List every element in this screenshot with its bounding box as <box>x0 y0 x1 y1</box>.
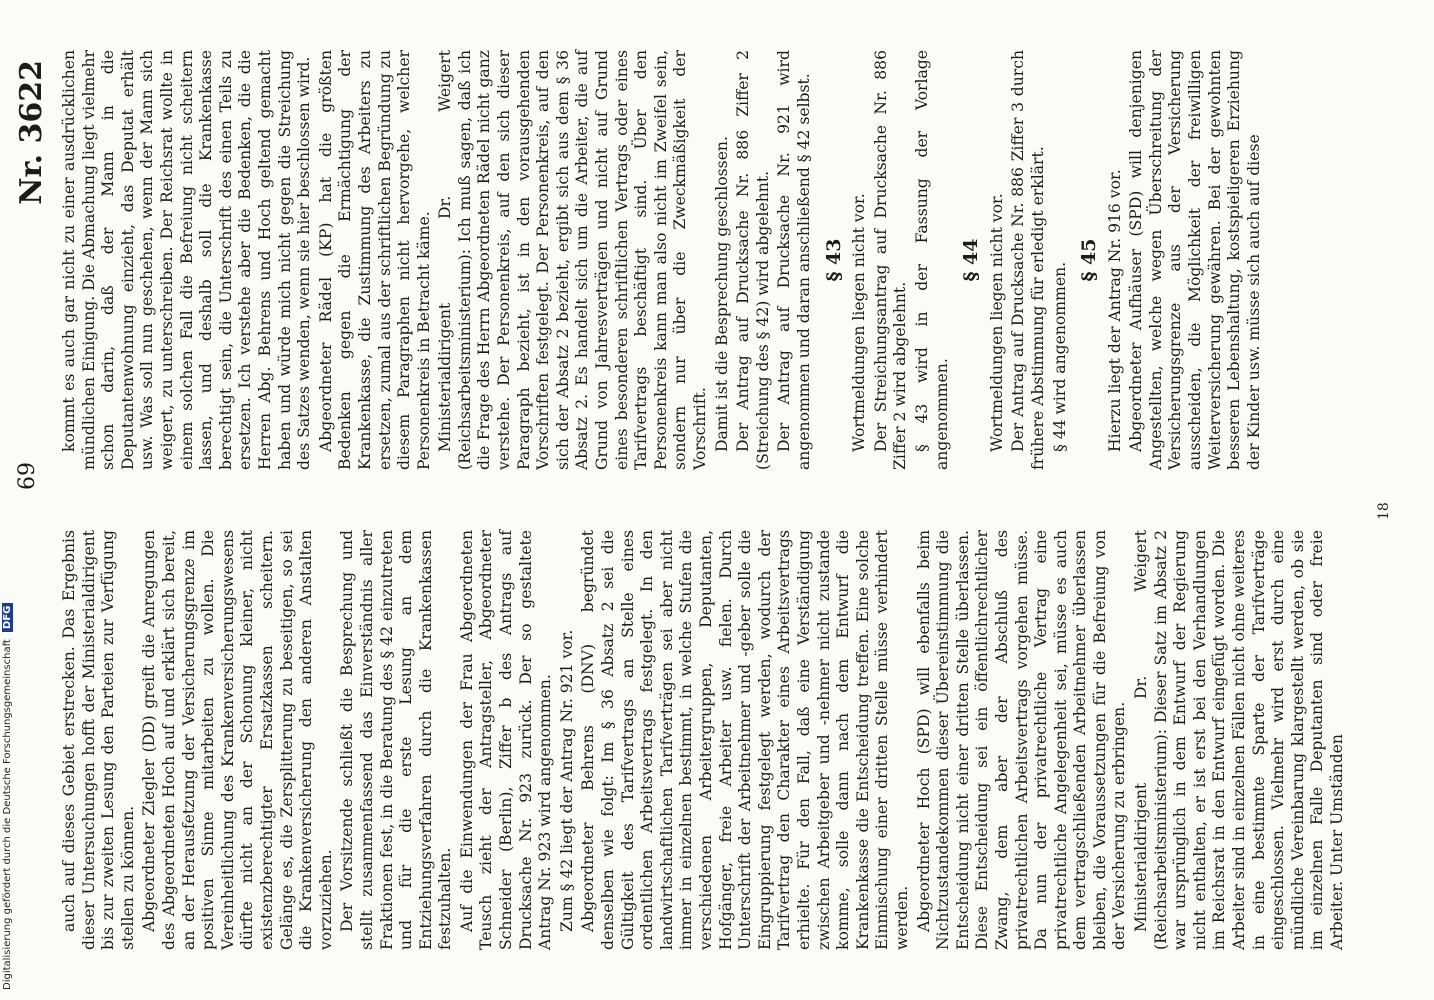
section-heading: § 43 <box>822 238 845 282</box>
right-column <box>60 50 1266 470</box>
paragraph: Der Streichungsantrag auf Drucksache Nr. 886 Ziffer 2 wird abgelehnt. <box>871 50 910 470</box>
paragraph: Zum § 42 liegt der Antrag Nr. 921 vor. <box>557 629 576 932</box>
digitization-credit <box>0 0 22 1000</box>
paragraph: Der Antrag auf Drucksache Nr. 886 Ziffer 3 durch frühere Abstimmung für erledigt erklärt. <box>1009 50 1047 470</box>
paragraph: § 44 wird angenommen. <box>1050 261 1069 452</box>
paragraph: Der Vorsitzende schließt die Besprechung und stellt zusammenfassend das Einverständnis aller Fraktionen fest, in die Beratung des § 42 einzutreten und für die erste Lesung an dem Entziehungsverfahren durch die Krankenkassen festzuhalten. <box>338 530 455 950</box>
paragraph: Auf die Einwendungen der Frau Abgeordneten Teusch zieht der Antragsteller, Abgeordneter Schneider (Berlin), Ziffer b des Antrags auf Drucksache Nr. 923 zurück. Der so gestaltete Antrag Nr. 923 wird angenommen. <box>457 530 555 950</box>
paragraph: Wortmeldungen liegen nicht vor. <box>987 193 1006 452</box>
paragraph: Abgeordneter Hoch (SPD) will ebenfalls beim Nichtzustandekommen dieser Übereinstimmung die Entscheidung nicht einer dritten Stelle überlassen. Diese Entscheidung sei ein öffentlichrechtlicher Zwang, dem aber der Abschluß des privatrechtlichen Arbeitsvertrags vorgehen müsse. Da nun der privatrechtliche Vertrag eine privatrechtliche Angelegenheit sei, müsse es auch dem vertragschließenden Arbeitnehmer überlassen bleiben, die Voraussetzungen für die Befreiung von der Versicherung zu erbringen. <box>914 530 1129 950</box>
paragraph: Abgeordneter Aufhäuser (SPD) will denjenigen Angestellten, welche wegen Überschreitung der Versicherungsgrenze aus der Versicherung ausscheiden, die Möglichkeit der freiwilligen Weiterversicherung gewähren. Bei der gewohnten besseren Lebenshaltung, kostspieligeren Erziehung der Kinder usw. müsse sich auch auf diese <box>1127 50 1263 470</box>
page-number: 69 <box>15 462 40 490</box>
paragraph: kommt es auch gar nicht zu einer ausdrücklichen mündlichen Einigung. Die Abmachung liegt vielmehr schon darin, daß der Mann in die Deputantenwohnung einzieht, das Deputat erhält usw. Was soll nun geschehen, wenn der Mann sich weigert, zu unterschreiben. Der Reichsrat wollte in einem solchen Fall die Befreiung nicht scheitern lassen, und deshalb soll die Krankenkasse berechtigt sein, die Unterschrift des einen Teils zu ersetzen. Ich verstehe aber die Bedenken, die die Herren Abg. Behrens und Hoch geltend gemacht haben und würde mich nicht gegen die Streichung des Satzes wenden, wenn sie hier beschlossen wird. <box>60 50 314 470</box>
paragraph: Abgeordneter Behrens (DNV) begründet denselben wie folgt: Im § 36 Absatz 2 sei die Gültigkeit des Tarifvertrags an Stelle eines ordentlichen Arbeitsvertrags festgelegt. In den landwirtschaftlichen Tarifverträgen sei aber nicht immer in einzelnen bestimmt, in welche Stufen die verschiedenen Arbeitergruppen, Deputanten, Hofgänger, freie Arbeiter usw. fielen. Durch Unterschrift der Arbeitnehmer und -geber solle die Eingruppierung festgelegt werden, wodurch der Tarifvertrag den Charakter eines Arbeitsvertrags erhielte. Für den Fall, daß eine Verständigung zwischen Arbeitgeber und -nehmer nicht zustande komme, solle dann nach dem Entwurf die Krankenkasse die Entscheidung treffen. Eine solche Einmischung einer dritten Stelle müsse verhindert werden. <box>579 530 911 950</box>
paragraph: Abgeordneter Rädel (KP) hat die größten Bedenken gegen die Ermächtigung der Krankenkasse, die Zustimmung des Arbeiters zu ersetzen, zumal aus der schriftlichen Begründung zu diesem Paragraphen nicht hervorgehe, welcher Personenkreis in Betracht käme. <box>316 50 433 470</box>
dfg-logo: DFG <box>2 603 13 632</box>
left-column <box>60 530 1350 950</box>
credit-text: Digitalisierung gefördert durch die Deutsche Forschungsgemeinschaft <box>2 639 13 990</box>
paragraph: Der Antrag auf Drucksache Nr. 886 Ziffer 2 (Streichung des § 42) wird abgelehnt. <box>734 50 772 470</box>
paragraph: Abgeordneter Ziegler (DD) greift die Anregungen des Abgeordneten Hoch auf und erklärt sich bereit, an der Herausfetzung der Versicherungsgrenze im positiven Sinne mitarbeiten zu wollen. Die Vereinheitlichung des Krankenversicherungswesens dürfte nicht an der Schonung kleiner, nicht existenzberechtigter Ersatzkassen scheitern. Gelänge es, die Zersplitterung zu beseitigen, so sei die Krankenversicherung den anderen Anstalten vorzuziehen. <box>140 530 335 950</box>
section-heading: § 44 <box>960 238 983 282</box>
paragraph: Ministerialdirigent Dr. Weigert (Reichsarbeitsministerium): Ich muß sagen, daß ich die Frage des Herrn Abgeordneten Rädel nicht ganz verstehe. Der Personenkreis, auf den sich dieser Paragraph bezieht, ist in den vorausgehenden Vorschriften festgelegt. Der Personenkreis, auf den sich der Absatz 2 bezieht, ergibt sich aus dem § 36 Absatz 2. Es handelt sich um die Arbeiter, die auf Grund von Jahresverträgen und nicht auf Grund eines besonderen schriftlichen Vertrags oder eines Tarifvertrags beschäftigt sind. Über den Personenkreis kann man also nicht im Zweifel sein, sondern nur über die Zweckmäßigkeit der Vorschrift. <box>436 50 709 470</box>
paragraph: § 43 wird in der Fassung der Vorlage angenommen. <box>912 50 951 470</box>
paragraph: auch auf dieses Gebiet erstrecken. Das Ergebnis dieser Untersuchungen hofft der Ministerialdirigent bis zur zweiten Lesung den Parteien zur Verfügung stellen zu können. <box>60 530 137 950</box>
document-number: Nr. 3622 <box>14 60 49 205</box>
section-heading: § 45 <box>1078 238 1101 282</box>
paragraph: Hierzu liegt der Antrag Nr. 916 vor. <box>1105 169 1124 452</box>
paragraph: Damit ist die Besprechung geschlossen. <box>712 136 731 452</box>
sheet-number: 18 <box>1376 502 1392 520</box>
paragraph: Der Antrag auf Drucksache Nr. 921 wird angenommen und daran anschließend § 42 selbst. <box>775 50 813 470</box>
paragraph: Wortmeldungen liegen nicht vor. <box>850 193 869 452</box>
paragraph: Ministerialdirigent Dr. Weigert (Reichsarbeitsministerium): Dieser Satz im Absatz 2 war ursprünglich in dem Entwurf der Regierung nicht enthalten, er ist erst bei den Verhandlungen im Reichsrat in den Entwurf eingefügt worden. Die Arbeiter sind in einzelnen Fällen nicht ohne weiteres in eine bestimmte Sparte der Tarifverträge eingeschlossen. Vielmehr wird erst durch eine mündliche Vereinbarung klargestellt werden, ob sie im einzelnen Falle Deputanten sind oder freie Arbeiter. Unter Umständen <box>1132 530 1346 950</box>
